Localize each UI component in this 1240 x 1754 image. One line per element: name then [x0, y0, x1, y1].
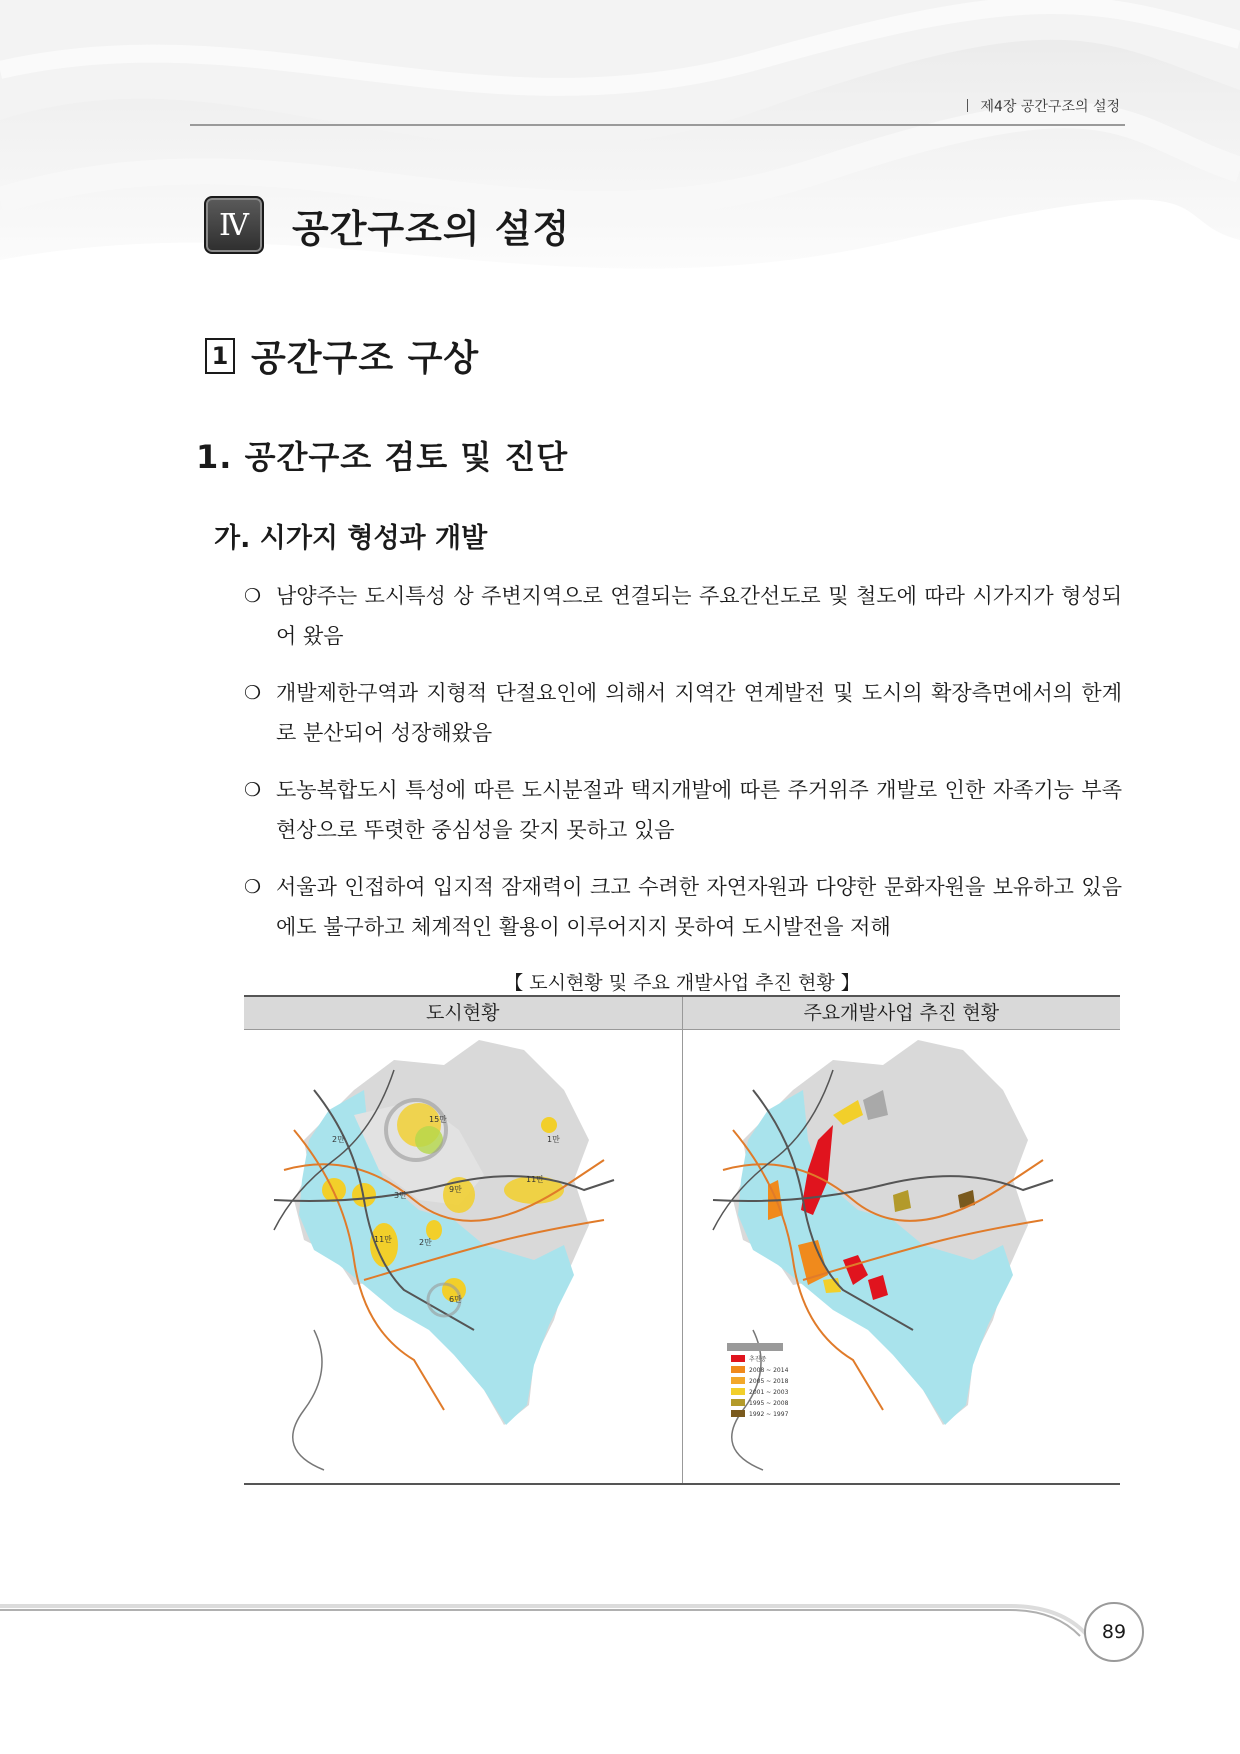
development-spot [322, 1178, 346, 1202]
legend-swatch-amber [731, 1377, 745, 1384]
legend-label: 2008 ~ 2014 [748, 1367, 788, 1374]
figure-table-header [244, 995, 1120, 1030]
circle-bullet-icon: ❍ [244, 876, 262, 898]
legend-label: 추진중 [748, 1356, 766, 1363]
section-heading [205, 330, 479, 381]
chapter-title: 공간구조의 설정 [292, 206, 571, 251]
city-status-map [244, 1030, 681, 1483]
development-spot [370, 1223, 398, 1267]
circle-bullet-icon: ❍ [244, 585, 262, 607]
list-item [244, 770, 1122, 850]
running-title: 제4장 공간구조의 설정 [980, 99, 1120, 115]
bullet-text: 서울과 인접하여 입지적 잠재력이 크고 수려한 자연자원과 다양한 문화자원을 보유하고 있음에도 불구하고 체계적인 활용이 이루어지지 못하여 도시발전을 저해 [276, 875, 1122, 939]
legend-label: 1992 ~ 1997 [748, 1411, 788, 1418]
map-label: 1만 [547, 1135, 560, 1144]
legend-label: 2001 ~ 2003 [748, 1389, 788, 1396]
section-number-box: 1 [205, 338, 235, 374]
development-status-map [683, 1030, 1120, 1483]
map-label: 2만 [332, 1135, 345, 1144]
list-item [244, 576, 1122, 656]
legend-label: 2005 ~ 2018 [748, 1378, 788, 1385]
map-legend [727, 1343, 789, 1418]
map-label: 3만 [394, 1191, 407, 1200]
subsubsection-title: 가. 시가지 형성과 개발 [214, 523, 488, 554]
map-label: 11만 [374, 1235, 392, 1244]
figure-table [244, 995, 1120, 1483]
legend-swatch-red [731, 1355, 745, 1362]
chapter-heading [204, 196, 570, 254]
map-label: 9만 [449, 1185, 462, 1194]
bullet-list [244, 576, 1122, 964]
legend-swatch-yellow [731, 1388, 745, 1395]
legend-label: 1995 ~ 2008 [748, 1400, 788, 1407]
column-header-city-status: 도시현황 [244, 997, 683, 1029]
city-status-cell [244, 1030, 683, 1483]
header-wave-decoration [0, 0, 1240, 320]
legend-swatch-olive [731, 1399, 745, 1406]
list-item [244, 673, 1122, 753]
map-label: 2만 [419, 1238, 432, 1247]
bullet-text: 개발제한구역과 지형적 단절요인에 의해서 지역간 연계발전 및 도시의 확장측면에서의 한계로 분산되어 성장해왔음 [276, 681, 1122, 745]
figure-caption: 【 도시현황 및 주요 개발사업 추진 현황 】 [504, 972, 860, 994]
map-label: 11만 [526, 1175, 544, 1184]
circle-bullet-icon: ❍ [244, 779, 262, 801]
legend-swatch-orange [731, 1366, 745, 1373]
header-rule [190, 124, 1125, 126]
footer-decoration [0, 1596, 1240, 1706]
development-spot [426, 1220, 442, 1240]
bullet-text: 도농복합도시 특성에 따른 도시분절과 택지개발에 따른 주거위주 개발로 인한 자족기능 부족현상으로 뚜렷한 중심성을 갖지 못하고 있음 [276, 778, 1122, 842]
page-number: 89 [1084, 1602, 1144, 1662]
bullet-text: 남양주는 도시특성 상 주변지역으로 연결되는 주요간선도로 및 철도에 따라 시가지가 형성되어 왔음 [276, 584, 1122, 648]
map-label: 15만 [429, 1115, 447, 1124]
legend-swatch-brown [731, 1410, 745, 1417]
figure-table-body [244, 1030, 1120, 1485]
legend-header [727, 1343, 783, 1351]
river-line [293, 1330, 324, 1470]
list-item [244, 867, 1122, 947]
column-header-development-status: 주요개발사업 추진 현황 [803, 1002, 1000, 1024]
development-status-cell [683, 1030, 1121, 1483]
chapter-number-badge: Ⅳ [204, 196, 264, 254]
development-spot [541, 1117, 557, 1133]
header-separator [967, 99, 968, 112]
circle-bullet-icon: ❍ [244, 682, 262, 704]
section-title: 공간구조 구상 [251, 338, 480, 379]
running-header [967, 96, 1120, 116]
subsection-title: 1. 공간구조 검토 및 진단 [196, 438, 569, 476]
map-label: 6만 [449, 1295, 462, 1304]
